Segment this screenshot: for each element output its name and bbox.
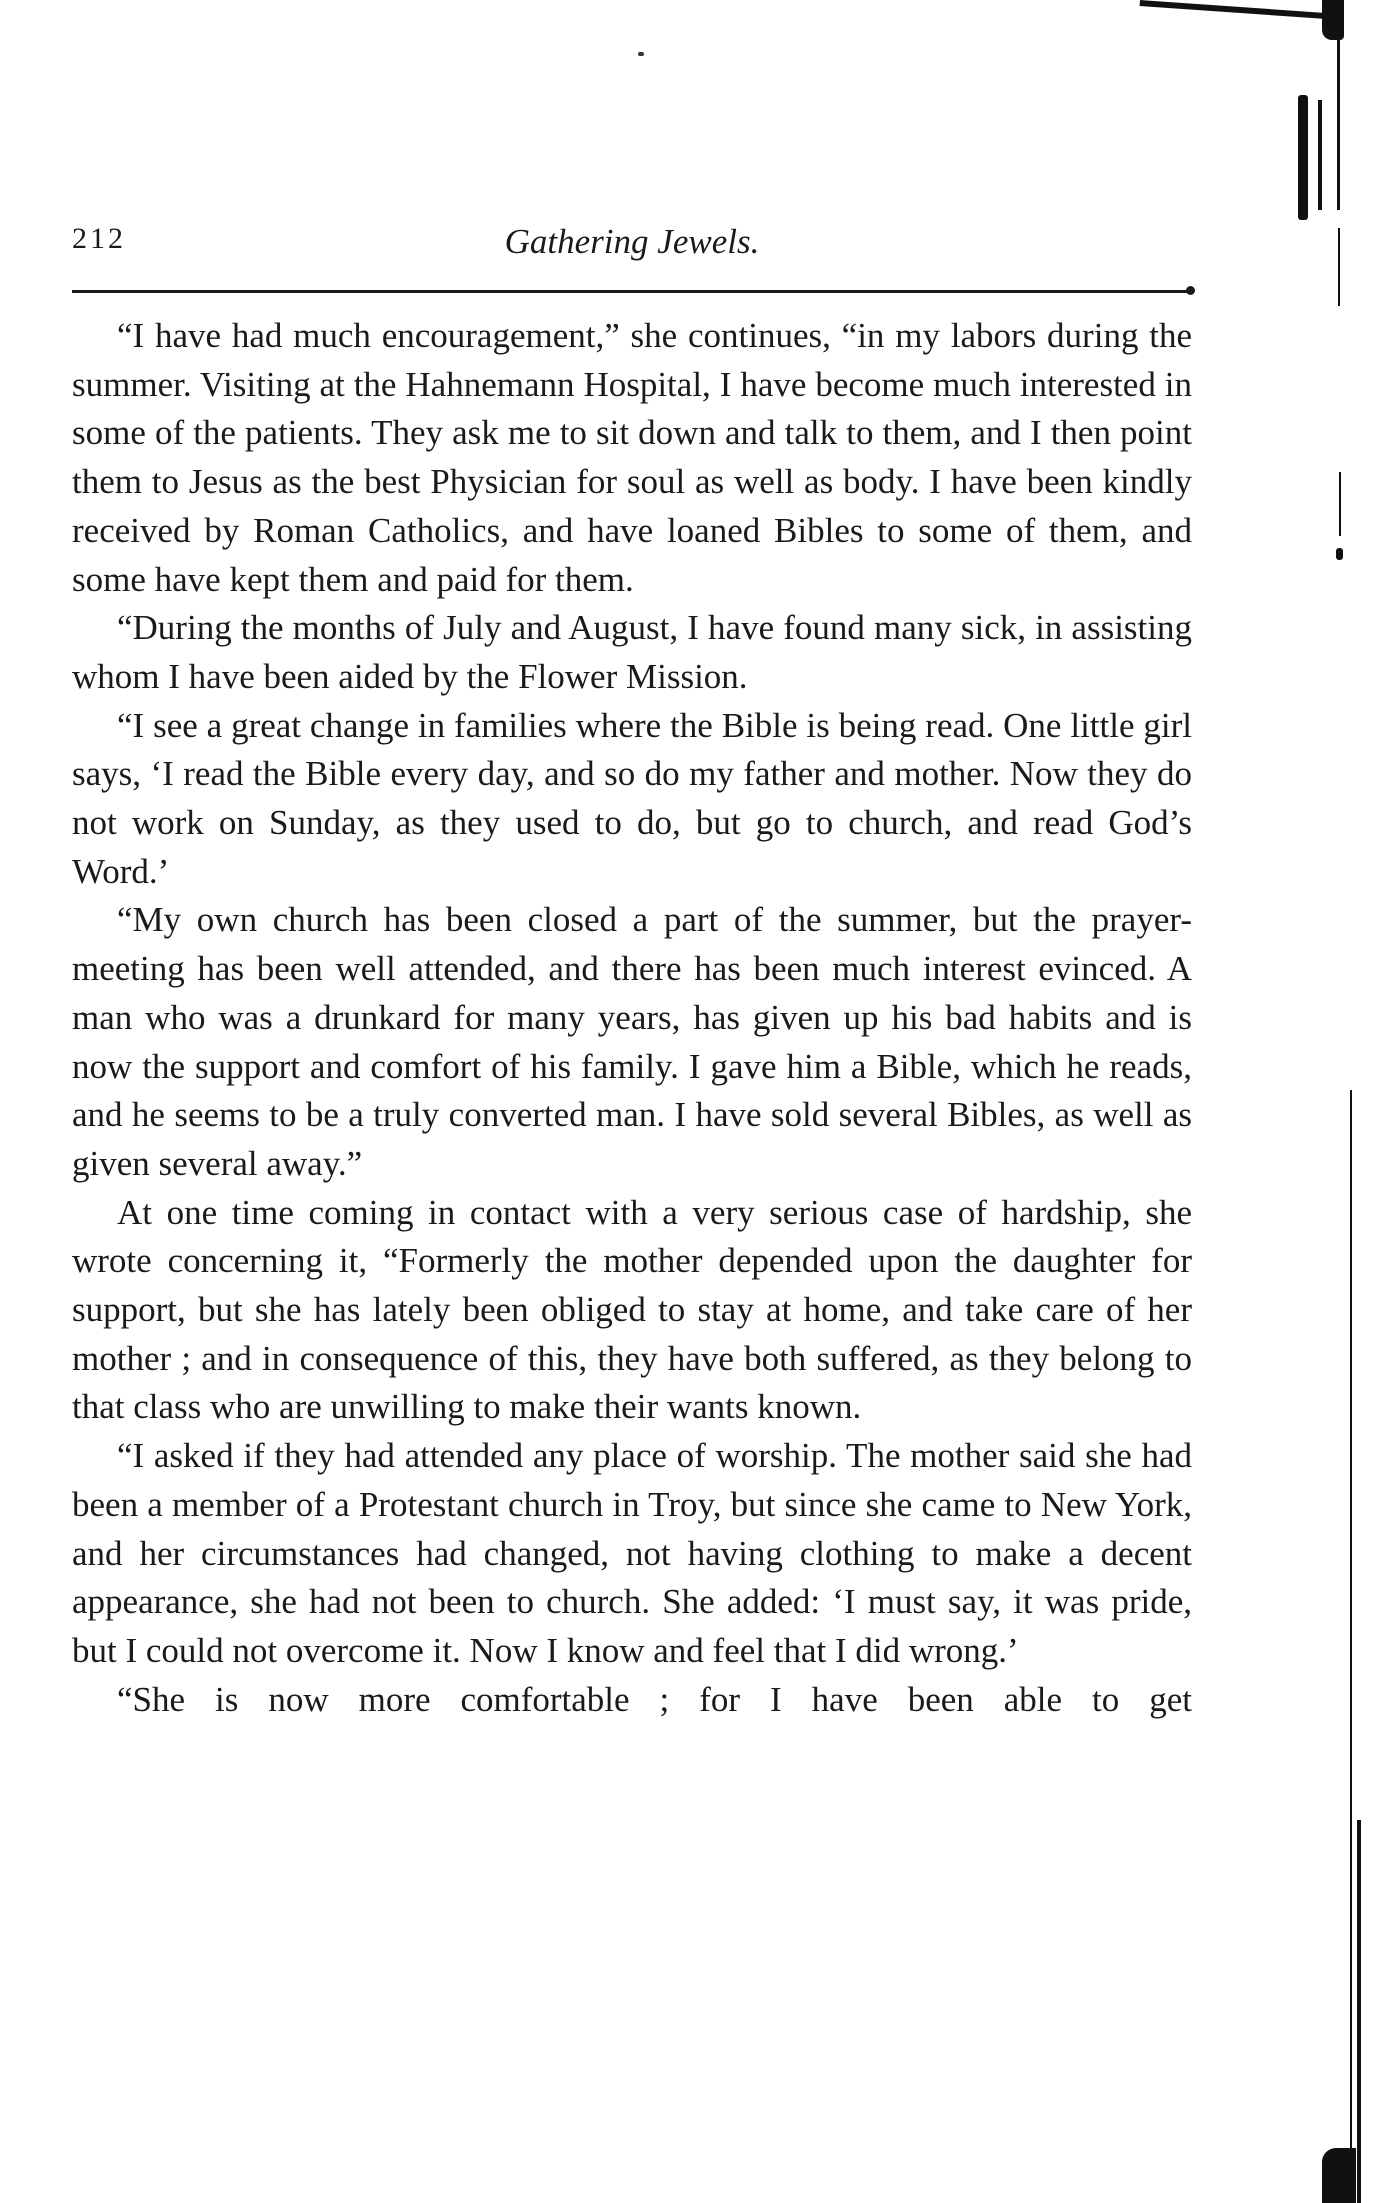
page-edge-top-corner xyxy=(1140,0,1340,20)
paragraph: At one time coming in contact with a very serious case of hardship, she wrote concerning it, “Formerly the mother depended upon the daughter for support, but she has lately been obliged to stay at home, and take care of her mother ; and in consequence of this, they have both suffered, as they belong to that class who are unwilling to make their wants known. xyxy=(72,1192,1192,1427)
running-title: Gathering Jewels. xyxy=(504,222,760,261)
page-edge-dot xyxy=(1336,548,1343,560)
page-edge-line-4 xyxy=(1350,1090,1352,2150)
page-edge-line-5 xyxy=(1357,1820,1361,2203)
paragraph: “I asked if they had attended any place of worship. The mother said she had been a member of a Protestant church in Troy, but since she came to New York, and her circumstances had changed, not having clothing to make a decent appearance, she had not been to church. She added: ‘I must say, it was pride, but I could not overcome it. Now I know and feel that I did wrong.’ xyxy=(72,1436,1192,1670)
page-edge-bottom-block xyxy=(1322,2148,1356,2203)
page-edge-line-1 xyxy=(1337,20,1340,210)
paragraph: “I have had much encouragement,” she continues, “in my labors during the summer. Visiting at the Hahnemann Hospital, I have become much interested in some of the patients. They ask me to sit down and talk to them, and I then point them to Jesus as the best Physician for soul as well as body. I have been kindly received by Roman Catholics, and have loaned Bibles to some of them, and some have kept them and paid for them. xyxy=(72,316,1192,599)
page-edge-mark-2 xyxy=(1318,100,1322,210)
page-edge-mark-1 xyxy=(1298,95,1308,220)
scan-speck xyxy=(638,52,644,56)
header-rule-end xyxy=(1186,286,1195,295)
page-edge-top-block xyxy=(1322,0,1344,40)
page-header xyxy=(72,222,1192,272)
page-edge-line-3 xyxy=(1339,472,1341,536)
page-number: 212 xyxy=(72,222,126,255)
page-edge-line-2 xyxy=(1338,228,1340,306)
paragraph: “During the months of July and August, I have found many sick, in assisting whom I have been aided by the Flower Mission. xyxy=(72,608,1192,696)
header-rule xyxy=(72,290,1194,293)
paragraph: “She is now more comfortable ; for I have been able to get xyxy=(117,1679,1192,1719)
paragraph: “My own church has been closed a part of the summer, but the prayer-meeting has been well attended, and there has been much interest evinced. A man who was a drunkard for many years, has given up his bad habits and is now the support and comfort of his family. I gave him a Bible, which he reads, and he seems to be a truly converted man. I have sold several Bibles, as well as given several away.” xyxy=(72,900,1192,1183)
paragraph: “I see a great change in families where the Bible is being read. One little girl says, ‘I read the Bible every day, and so do my father and mother. Now they do not work on Sunday, as they used to do, but go to church, and read God’s Word.’ xyxy=(72,705,1192,891)
body-text xyxy=(72,312,1192,1724)
